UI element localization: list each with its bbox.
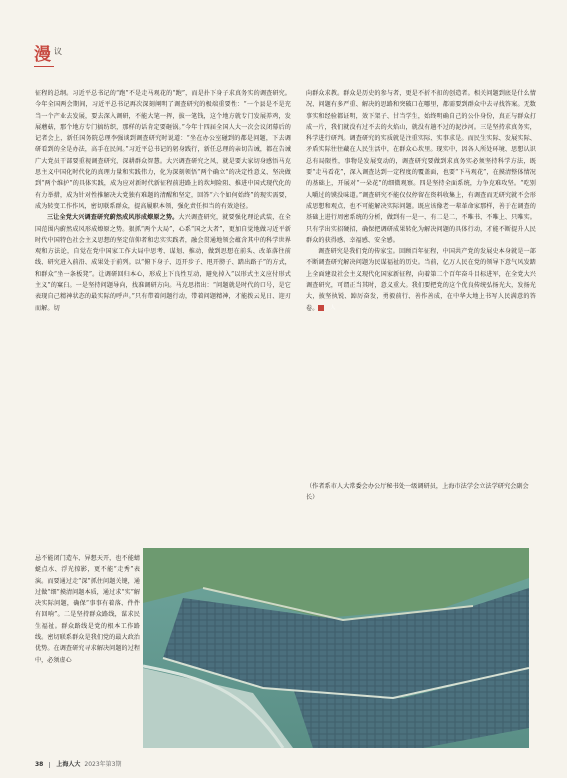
photo-illustration bbox=[143, 548, 529, 748]
issue-label: 2023年第3期 bbox=[84, 761, 122, 768]
right-paragraph-2 bbox=[306, 246, 536, 314]
left-paragraph-2-body: 大兴调查研究，就要强化理论武装，在全国范围内蔚然成风形成燎原之势。狠抓“两个大局”，心系“国之大者”，更加自觉地做习近平新时代中国特色社会主义思想的坚定信仰者和忠实实践者，融会贯通地领会蕴含其中的科学世界观和方法论，自觉在党中国家工作大局中思考、谋划、推动，做到思想在前头、改革落往前线、研究进入前沿、成果处于前列。以“俯下身子、迈开步子、甩开膀子、踏出路子”的方式，和群众“坐一条板凳”。让调研回归本心，形成上下良性互动，避免掉入“以形式主义应付形式主义”的窠臼。一是坚持问题导向，找准调研方向。马克思指出：“问题就是时代的口号，是它表现自己精神状态的最实际的呼声。”只有带着问题行动，带着问题精神，才能拨云见日、迎刃而解。切 bbox=[35, 214, 291, 312]
magazine-name: 上海人大 bbox=[56, 761, 81, 768]
end-mark-icon: 人 bbox=[318, 305, 324, 311]
footer-divider bbox=[49, 762, 50, 768]
right-paragraph-2-body: 调查研究是我们党的传家宝。回顾百年征程，中国共产党的发展史本身就是一部不断调查研究解决问题为民谋福祉的历史。当前，亿万人民在党的领导下意气风发踏上全面建设社会主义现代化国家新征程，向着第二个百年奋斗目标进军，在全党大兴调查研究，可谓正当其时，意义重大。我们要把党的这个优良传统弘扬光大，发扬光大，披坚执锐、踔厉奋发，勇毅前行、善作善成，在中华大地上书写人民满意的答卷。 bbox=[306, 248, 536, 312]
header-accent-line bbox=[34, 66, 54, 67]
right-column bbox=[306, 88, 536, 314]
section-subheading: 三让全党大兴调查研究蔚然成风形成燎原之势。 bbox=[47, 214, 179, 222]
left-column bbox=[35, 88, 291, 314]
left-paragraph-2 bbox=[35, 212, 291, 314]
left-bottom-column bbox=[35, 553, 140, 666]
left-paragraph-1: 征程的总纲。习近平总书记的“跑”不是走马观花的“跑”，而是扑下身子求真务实的调查研究。今年全国两会期间，习近平总书记再次深刻阐明了调查研究的极端重要性：“一个县是不是充当一个产业去发展，要去深入调研，不能大笔一挥，拔一笔钱，这个地方就专门发展养鸡，发展蘑菇，那个地方专门搞纺织，那样的话肯定要砸锅。”今年十四届全国人大一次会议闭幕后的记者会上，新任国务院总理李强谈到调查研究时说道：“坐在办公室碰到的都是问题，下去调研看到的全是办法，高手在民间。”习近平总书记的躬身践行，新任总理的亲切告诫，都在告诫广大党员干部要重视调查研究，深耕群众智慧。大兴调查研究之风，就是要大家切身感悟马克思主义中国化时代化的真理力量和实践伟力，化为深刻领悟“两个确立”的决定性意义、坚决做到“两个维护”的具体实践，成为应对新时代新征程前进路上的坎坷险阻、推进中国式现代化的有力举措，成为针对性推解决大党独有难题的清醒和坚定，回答“六个如何始终”的现实需要，成为转变工作作风，密切联系群众，提高履职本领，强化责任担当的有效途径。 bbox=[35, 90, 291, 210]
left-bottom-paragraph: 忌不能闭门造车、异想天开，也不能蜻蜓点水、浮光掠影，更不能“走秀”表演。而要通过走“深”抓住问题关键，通过做“细”摸清问题本质，通过求“实”解决实际问题，确保“事事有着落、件件有回响”。二是坚持群众路线，谋求民生福祉。群众路线是党的根本工作路线。密切联系群众是我们党的最大政治优势。在调查研究寻求解决问题的过程中，必须虚心 bbox=[35, 555, 140, 664]
aerial-fishpond-solar-photo bbox=[143, 548, 529, 748]
column-title-rest: 议 bbox=[54, 47, 62, 56]
column-title-main-char: 漫 bbox=[34, 45, 51, 65]
right-paragraph-1: 向群众求教。群众是历史的参与者，更是不折不扣的创造者。相关问题到底是什么情况、问题有多严重、解决的思路和突破口在哪里，都需要到群众中去寻找答案。无数事实和经验都证明，效下架子、甘当学生，始终明确自己的公仆身份，真正与群众打成一片，我们就没有过不去的火焰山，就没有趟不过的泥沙河。三是坚持求真务实，科学进行研判。调查研究的实质就是注重实际、实事求是。而民生实际、发展实际、矛盾实际往往藏在人民生活中，在群众心坎里。现实中，因各人所处环境、思想认识总有局限性，事物是发展变动的，调查研究要做到求真务实必须坚持科学方法，既要“走马看花”，深入调查达到一定程度的覆盖面，也要“下马观花”，在摸清整体情况的基础上，开展对“一朵花”的细微观察。四是坚持全面系统，力争克难攻坚。“吃别人嚼过的馍没味道。”调查研究不能仅仅停留在资料收集上，有调查而无研究就不会形成思想和观点，也不可能解决实际问题。既应该像老一辈革命家那样，善于在调查的基础上进行周密系统的分析，做到有一是一、有二是二，不唯书、不唯上、只唯实。只有学出实招硬招，确保把调研成果转化为解决问题的具体行动，才能不断提升人民群众的获得感、幸福感、安全感。 bbox=[306, 90, 536, 244]
page-number: 38 bbox=[35, 761, 44, 768]
page-footer bbox=[35, 759, 121, 768]
author-note: （作者系市人大常委会办公厅秘书处一级调研员，上海市法学会立法学研究会副会长） bbox=[306, 483, 529, 501]
